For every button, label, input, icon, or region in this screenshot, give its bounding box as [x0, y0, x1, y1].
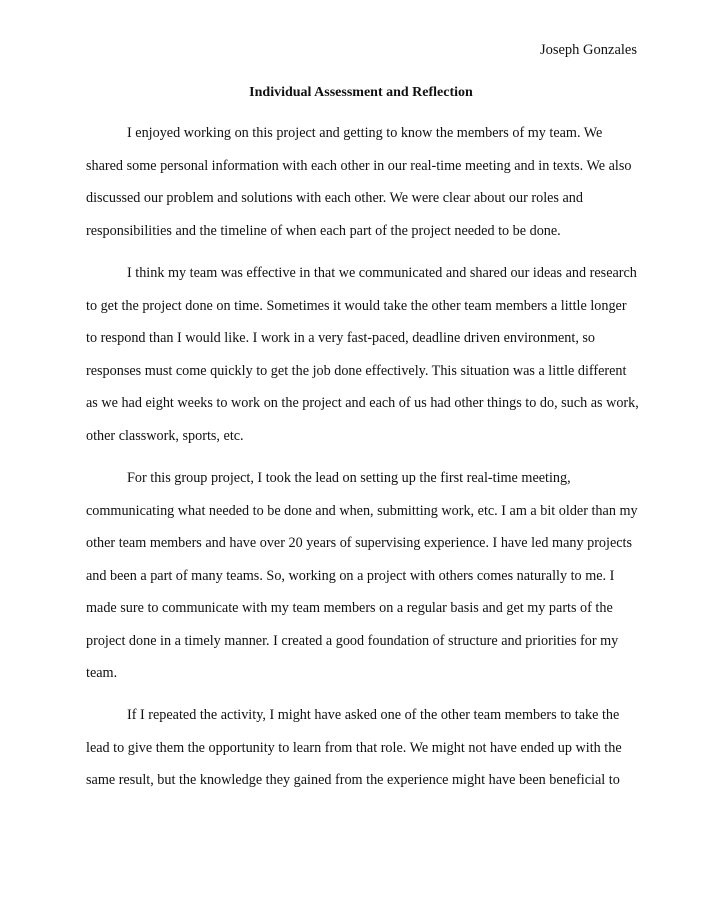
paragraph-line: I think my team was effective in that we communicated and shared our ideas and research: [127, 265, 637, 281]
paragraph-line: other classwork, sports, etc.: [86, 427, 244, 444]
document-title: Individual Assessment and Reflection: [249, 85, 473, 100]
paragraph-1: [86, 117, 631, 247]
paragraph-line: to respond than I would like. I work in a very fast-paced, deadline driven environment, so: [86, 330, 596, 346]
paragraph-line: project done in a timely manner. I created a good foundation of structure and priorities for my: [86, 632, 619, 649]
paragraph-line: discussed our problem and solutions with each other. We were clear about our roles and: [86, 190, 583, 206]
paragraph-4: [86, 699, 622, 797]
paragraph-line: and been a part of many teams. So, working on a project with others comes naturally to me. I: [86, 567, 615, 584]
paragraph-line: communicating what needed to be done and when, submitting work, etc. I am a bit older than my: [86, 502, 638, 519]
paragraph-line: shared some personal information with each other in our real-time meeting and in texts. We also: [86, 157, 632, 174]
paragraph-line: I enjoyed working on this project and getting to know the members of my team. We: [127, 125, 603, 141]
paragraph-line: made sure to communicate with my team members on a regular basis and get my parts of the: [86, 600, 613, 616]
paragraph-line: as we had eight weeks to work on the project and each of us had other things to do, such as work,: [86, 395, 639, 411]
paragraph-line: to get the project done on time. Sometimes it would take the other team members a little longer: [86, 297, 627, 314]
paragraph-line: other team members and have over 20 years of supervising experience. I have led many projects: [86, 535, 633, 551]
paragraph-line: If I repeated the activity, I might have asked one of the other team members to take the: [127, 707, 620, 723]
paragraph-line: lead to give them the opportunity to learn from that role. We might not have ended up with the: [86, 739, 622, 756]
paragraph-line: team.: [86, 665, 118, 681]
paragraph-2: [86, 257, 639, 452]
paragraph-line: responses must come quickly to get the job done effectively. This situation was a little different: [86, 362, 627, 379]
paragraph-line: For this group project, I took the lead on setting up the first real-time meeting,: [127, 470, 571, 486]
paragraph-3: [86, 462, 638, 690]
paragraph-line: same result, but the knowledge they gained from the experience might have been beneficial to: [86, 772, 620, 788]
author-header: Joseph Gonzales: [539, 42, 637, 58]
paragraph-line: responsibilities and the timeline of when each part of the project needed to be done.: [86, 222, 561, 239]
